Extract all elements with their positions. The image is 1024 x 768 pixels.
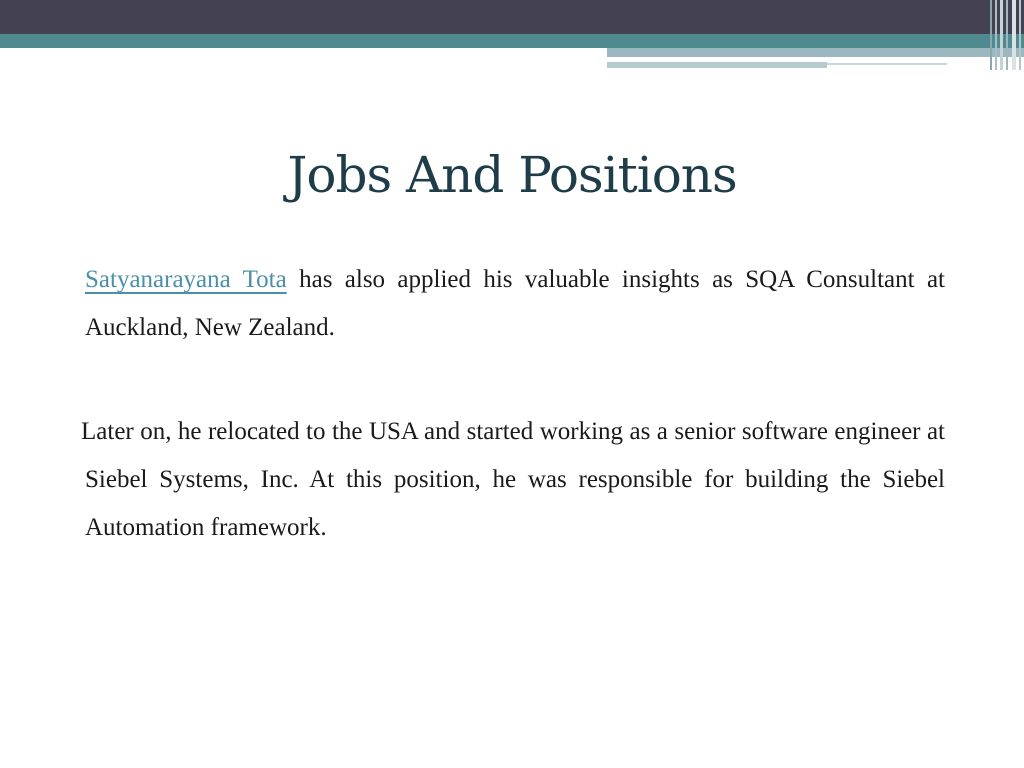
header-band-thin	[607, 62, 827, 68]
stripe	[1000, 0, 1003, 70]
stripe	[990, 0, 992, 70]
slide-title: Jobs And Positions	[287, 146, 737, 204]
stripe	[1006, 0, 1008, 70]
header-band-thin-accent	[827, 63, 947, 65]
header-band-dark	[0, 0, 1024, 34]
name-link[interactable]: Satyanarayana Tota	[85, 266, 287, 293]
paragraph-1-text: has also applied his valuable insights as SQA Consultant at Auckland, New Zealand.	[85, 266, 945, 341]
header-stripes	[990, 0, 1024, 70]
header-band-light	[607, 48, 1024, 57]
stripe	[995, 0, 997, 70]
paragraph-2: Later on, he relocated to the USA and started working as a senior software engineer at Siebel Systems, Inc. At this position, he was responsible for building the Siebel Automation framework.	[81, 418, 945, 541]
stripe	[1019, 0, 1021, 70]
slide-body	[81, 256, 945, 552]
header-band-teal	[0, 34, 1024, 48]
stripe	[1012, 0, 1016, 70]
paragraph-1	[85, 256, 945, 352]
